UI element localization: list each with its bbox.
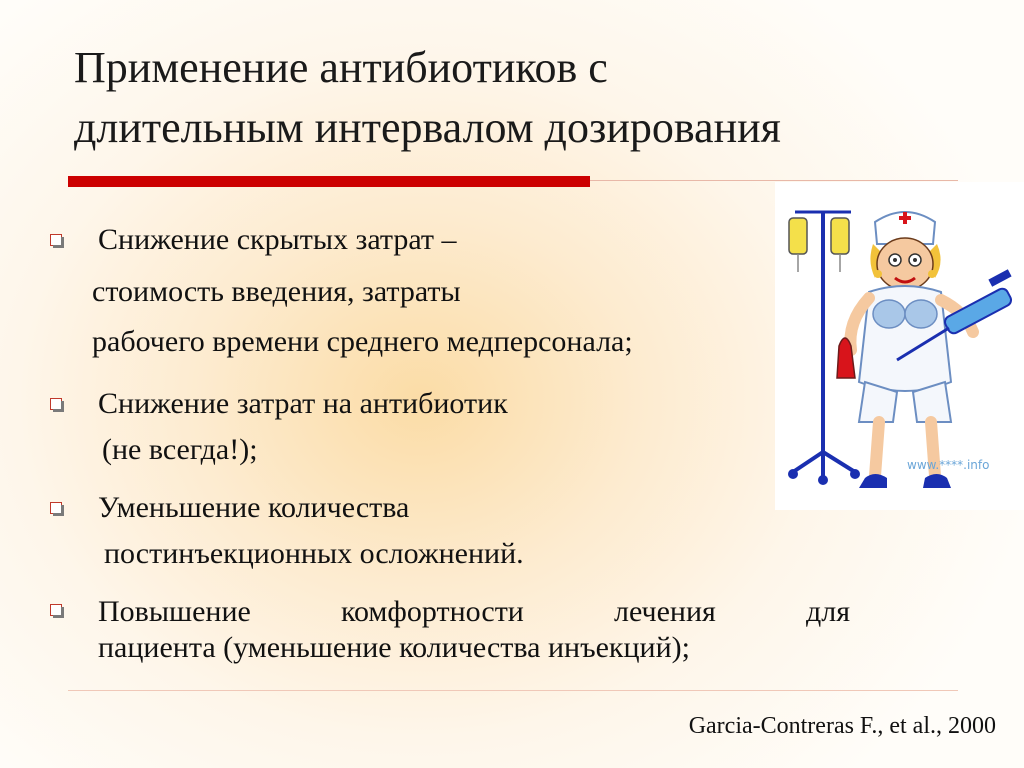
bullet-1-line-3: рабочего времени среднего медперсонала; <box>92 325 633 358</box>
checkbox-bullet-icon <box>50 234 62 246</box>
checkbox-bullet-icon <box>50 398 62 410</box>
title-underline-thin <box>590 180 958 181</box>
bullet-1-line-2: стоимость введения, затраты <box>92 275 461 308</box>
bullet-1-line-1: Снижение скрытых затрат – <box>98 223 457 256</box>
bullet-2-line-2: (не всегда!); <box>102 433 258 466</box>
bullet-4-word: Повышение <box>98 595 251 628</box>
slide-title <box>74 38 974 158</box>
watermark-text: www.****.info <box>907 458 990 472</box>
nurse-illustration <box>775 182 1024 510</box>
bullet-4-word: комфортности <box>340 595 524 628</box>
bullet-2-line-1: Снижение затрат на антибиотик <box>98 387 508 420</box>
footer-divider <box>68 690 958 691</box>
title-underline-accent <box>68 176 590 187</box>
title-line-2: длительным интервалом дозирования <box>74 103 781 152</box>
checkbox-bullet-icon <box>50 604 62 616</box>
checkbox-bullet-icon <box>50 502 62 514</box>
bullet-3-line-1: Уменьшение количества <box>98 491 410 524</box>
bullet-4-line-1 <box>98 594 850 630</box>
bullet-3-line-2: постинъекционных осложнений. <box>104 537 524 570</box>
bullet-4-word: для <box>805 595 851 628</box>
citation: Garcia-Contreras F., et al., 2000 <box>688 713 996 739</box>
bullet-4-word: лечения <box>613 595 716 628</box>
bullet-4-line-2: пациента (уменьшение количества инъекций); <box>98 631 690 664</box>
title-line-1: Применение антибиотиков с <box>74 43 608 92</box>
